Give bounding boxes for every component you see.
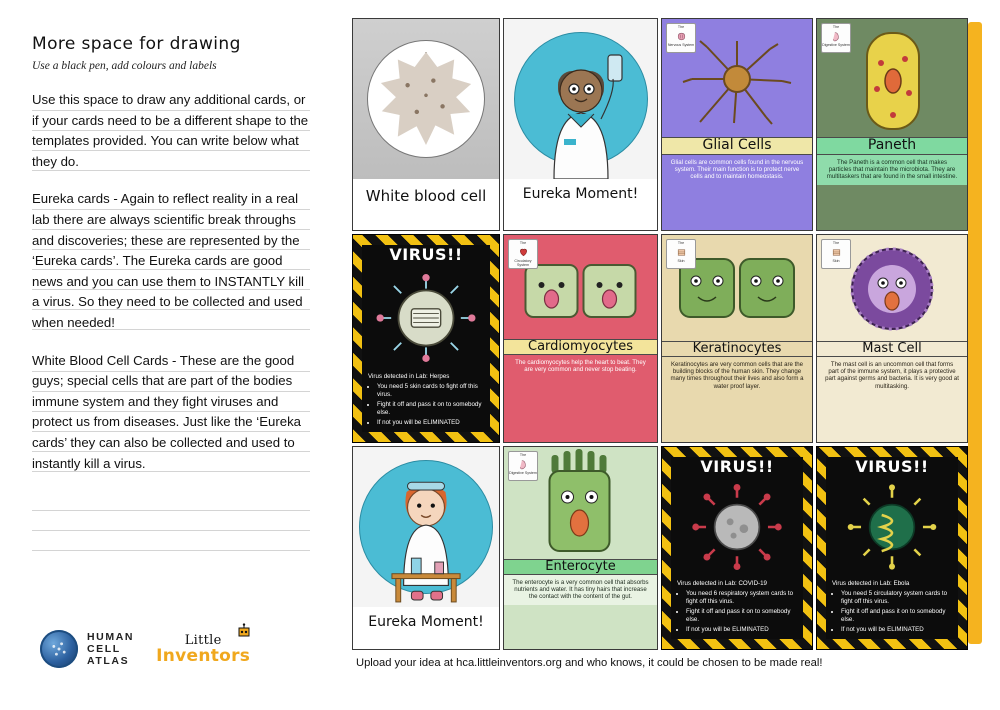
organ-tag-prefix: The <box>519 453 527 457</box>
card-description: The Paneth is a common cell that makes particles that maintain the microbiota. They are multitaskers that are found in the small intestine. <box>817 155 967 185</box>
virus-illustration <box>677 475 797 580</box>
virus-bullet: • You need 6 respiratory system cards to fight off this virus. <box>686 590 797 607</box>
little-inventors-line-1: Little <box>184 632 222 648</box>
card-sheet <box>352 18 982 648</box>
virus-lab-line: Virus detected in Lab: Ebola <box>832 579 910 587</box>
organ-tag-digestive-system <box>508 451 538 481</box>
organ-tag-digestive-system <box>821 23 851 53</box>
card-description: The enterocyte is a very common cell that absorbs nutrients and water. It has tiny hairs that increase the contact with the content of the gut. <box>504 575 657 605</box>
little-inventors-logo <box>156 633 250 666</box>
card-virus-covid19[interactable] <box>661 446 813 650</box>
virus-lab-line: Virus detected in Lab: Herpes <box>368 372 450 380</box>
brain-icon <box>676 30 687 43</box>
virus-bullet: • If not you will be ELIMINATED <box>686 626 797 634</box>
upload-note: Upload your idea at hca.littleinventors.org and who knows, it could be chosen to be made real! <box>356 657 823 669</box>
card-keratinocytes[interactable] <box>661 234 813 443</box>
title-band <box>504 339 657 355</box>
organ-tag-name: Nervous System <box>667 43 695 48</box>
card-title: Keratinocytes <box>692 341 782 356</box>
logo-row <box>40 630 250 668</box>
virus-bullets <box>377 383 484 427</box>
white-blood-cell-illustration <box>353 19 499 179</box>
virus-instructions <box>832 580 952 635</box>
heart-icon <box>518 246 529 259</box>
card-mast-cell[interactable] <box>816 234 968 443</box>
card-glial-cells[interactable] <box>661 18 813 231</box>
organ-tag-name: Digestive System <box>509 471 537 476</box>
title-band <box>504 559 657 575</box>
card-title: VIRUS!! <box>700 457 774 476</box>
instruction-paragraph-3: White Blood Cell Cards - These are the good guys; special cells that are part of the bodies immune system and they fight viruses and protect us from diseases. Just like the ‘Eureka cards’ they can also be collected and used to instantly kill a virus. <box>32 351 310 475</box>
virus-bullet: • Fight it off and pass it on to somebody else. <box>377 401 484 418</box>
scientist-illustration <box>504 19 657 179</box>
card-description: The mast cell is an uncommon cell that forms part of the immune system, it plays a protective part against germs and bacteria. It is very good at multitasking. <box>825 360 959 390</box>
card-description: The cardiomyocytes help the heart to beat. They are very common and never stop beating. <box>515 358 646 373</box>
covid-particle-icon <box>685 484 789 570</box>
organ-tag-prefix: The <box>519 241 527 245</box>
title-band <box>817 137 967 155</box>
cell-circle <box>367 40 485 158</box>
skin-icon <box>831 246 842 259</box>
card-eureka-moment-1[interactable] <box>503 18 658 231</box>
card-title: Cardiomyocytes <box>528 339 633 354</box>
page-subtitle: Use a black pen, add colours and labels <box>32 60 217 72</box>
card-paneth[interactable] <box>816 18 968 231</box>
instruction-paragraph-1: Use this space to draw any additional cards, or if your cards need to be a different shape to the templates provided. You can write below what they do. <box>32 90 310 172</box>
card-title: VIRUS!! <box>855 457 929 476</box>
virus-bullet: • You need 5 skin cards to fight off this virus. <box>377 383 484 400</box>
card-description: Glial cells are common cells found in the nervous system. Their main function is to protect nerve cells and to maintain homeostasis. <box>670 158 804 181</box>
card-cardiomyocytes[interactable] <box>503 234 658 443</box>
ebola-particle-icon <box>840 484 944 570</box>
virus-inner-panel <box>671 457 803 639</box>
little-inventors-line-2: Inventors <box>156 645 251 666</box>
virus-bullets <box>686 590 797 634</box>
organ-tag-prefix: The <box>832 241 840 245</box>
sheet-accent-bar <box>968 22 982 644</box>
scientist-figure-icon <box>506 19 656 179</box>
virus-illustration <box>368 263 484 373</box>
card-virus-herpes[interactable] <box>352 234 500 443</box>
card-title: Mast Cell <box>862 341 922 356</box>
title-band <box>817 341 967 357</box>
organ-tag-nervous-system <box>666 23 696 53</box>
scientist-figure-icon <box>353 447 499 607</box>
virus-bullet: • If not you will be ELIMINATED <box>377 419 484 427</box>
virus-illustration <box>832 475 952 580</box>
card-title: VIRUS!! <box>389 245 463 264</box>
spiky-cell-icon <box>379 52 473 146</box>
human-cell-atlas-wordmark <box>87 631 134 667</box>
virus-bullet: • You need 5 circulatory system cards to fight off this virus. <box>841 590 952 607</box>
cell-sphere-icon <box>40 630 78 668</box>
stomach-icon <box>831 30 842 43</box>
organ-tag-name: Skin <box>677 259 685 264</box>
organ-tag-prefix: The <box>832 25 840 29</box>
instruction-paragraph-2: Eureka cards - Again to reflect reality in a real lab there are always scientific break throughs and discoveries; these are represented by the ‘Eureka cards’. The Eureka cards are good news and you can use them to INSTANTLY kill a virus. So they need to be collected and used when needed! <box>32 189 310 333</box>
virus-inner-panel <box>826 457 958 639</box>
stomach-icon <box>518 458 529 471</box>
virus-bullet: • Fight it off and pass it on to somebody else. <box>686 608 797 625</box>
virus-bullet: • Fight it off and pass it on to somebody else. <box>841 608 952 625</box>
title-band <box>662 137 812 155</box>
virus-instructions <box>368 373 484 428</box>
page-title: More space for drawing <box>32 34 241 54</box>
card-eureka-moment-2[interactable] <box>352 446 500 650</box>
title-band <box>662 341 812 357</box>
virus-bullet: • If not you will be ELIMINATED <box>841 626 952 634</box>
card-title: White blood cell <box>365 187 487 205</box>
card-title: Glial Cells <box>702 137 772 153</box>
organ-tag-skin <box>821 239 851 269</box>
hca-line-1: HUMAN <box>87 631 135 643</box>
ruled-lines <box>32 491 310 551</box>
scientist-illustration <box>353 447 499 607</box>
organ-tag-prefix: The <box>677 241 685 245</box>
virus-bullets <box>841 590 952 634</box>
organ-tag-circulatory-system <box>508 239 538 269</box>
card-grid <box>352 18 970 644</box>
hca-line-2: CELL <box>87 643 121 655</box>
robot-icon <box>234 623 254 641</box>
virus-particle-icon <box>371 272 481 364</box>
virus-inner-panel <box>362 245 490 432</box>
organ-tag-name: Digestive System <box>822 43 850 48</box>
card-title: Paneth <box>867 137 917 153</box>
card-title: Eureka Moment! <box>368 614 484 630</box>
card-white-blood-cell[interactable] <box>352 18 500 231</box>
skin-icon <box>676 246 687 259</box>
organ-tag-name: Circulatory System <box>514 259 532 268</box>
card-title: Enterocyte <box>545 559 616 574</box>
human-cell-atlas-logo <box>40 630 134 668</box>
organ-tag-prefix: The <box>677 25 685 29</box>
instructions-panel <box>0 0 340 710</box>
card-description: Keratinocytes are very common cells that are the building blocks of the human skin. They change many times throughout their lives and also form a water proof layer. <box>670 360 804 390</box>
card-virus-ebola[interactable] <box>816 446 968 650</box>
card-title: Eureka Moment! <box>522 186 639 202</box>
virus-lab-line: Virus detected in Lab: COVID-19 <box>677 579 767 587</box>
virus-instructions <box>677 580 797 635</box>
card-enterocyte[interactable] <box>503 446 658 650</box>
organ-tag-name: Skin <box>832 259 840 264</box>
organ-tag-skin <box>666 239 696 269</box>
hca-line-3: ATLAS <box>87 655 130 667</box>
